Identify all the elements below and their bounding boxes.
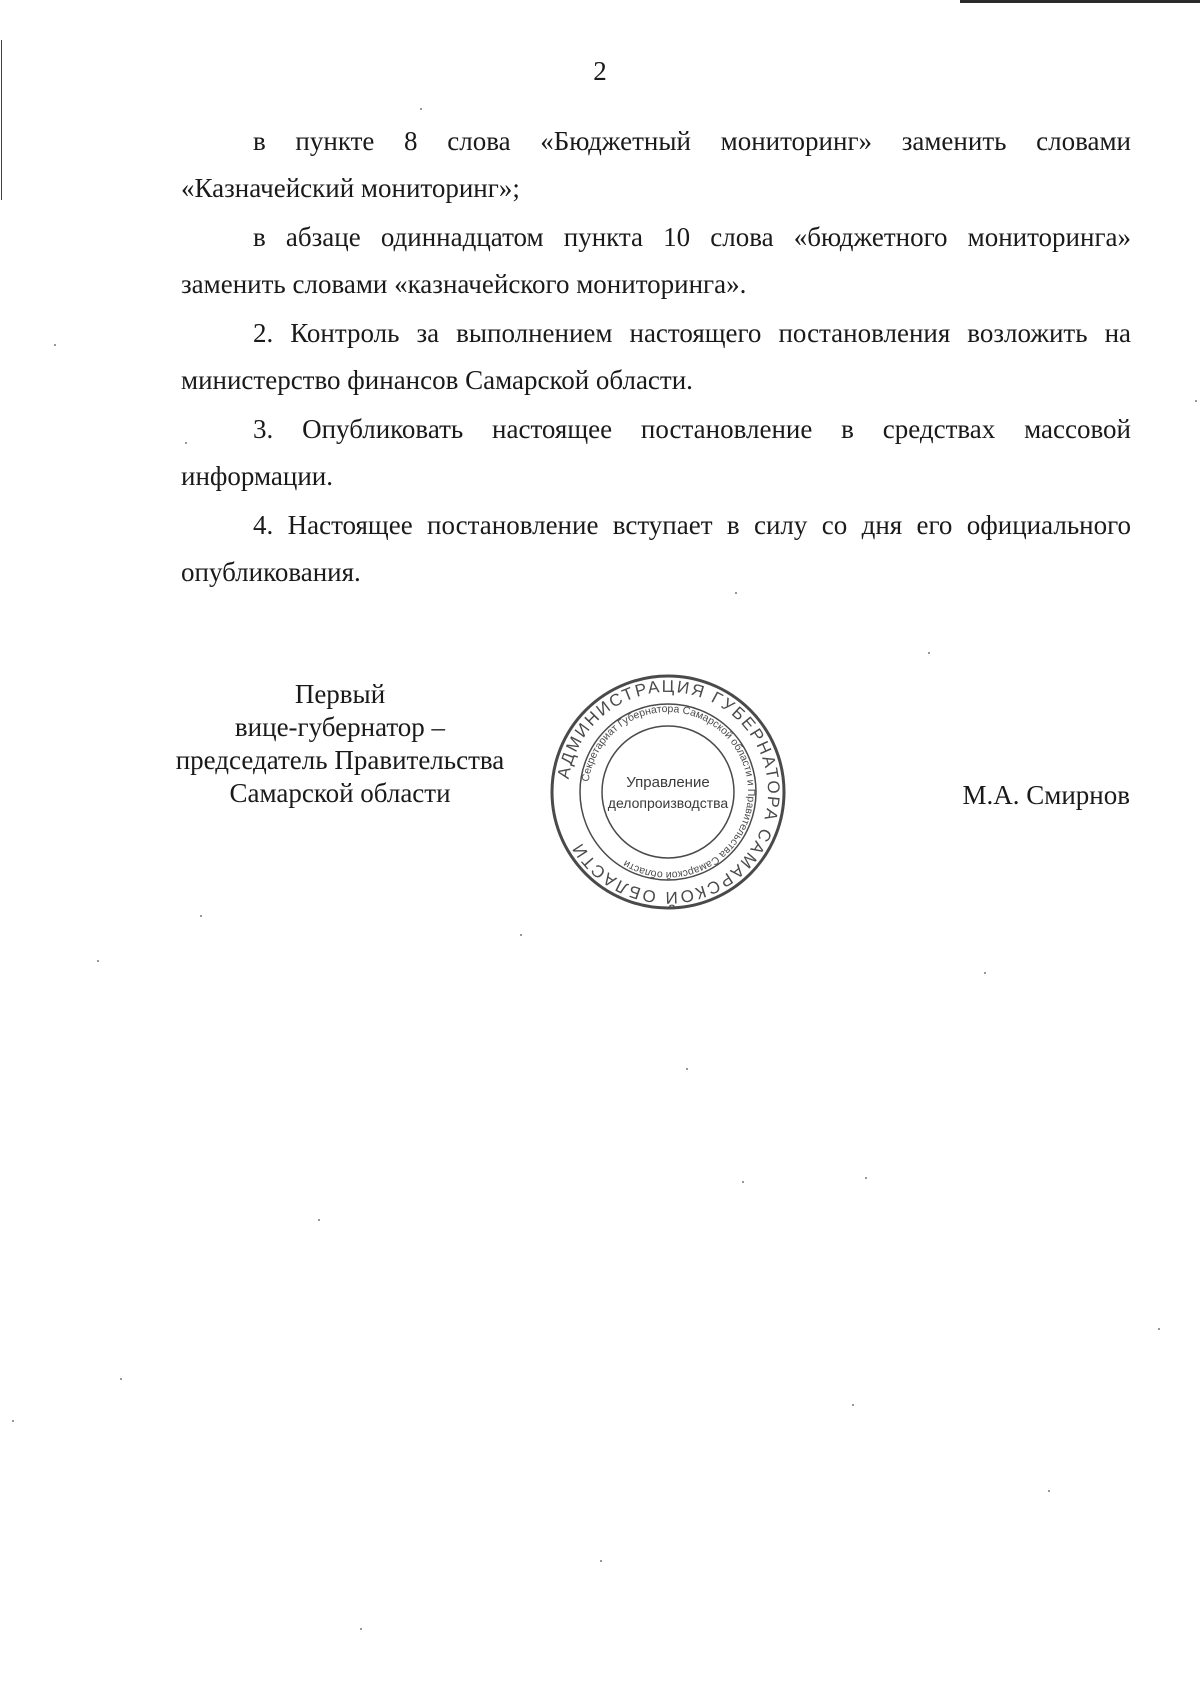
scan-speck	[54, 344, 56, 346]
seal-outer-text: АДМИНИСТРАЦИЯ ГУБЕРНАТОРА САМАРСКОЙ ОБЛАСТИ	[553, 676, 784, 908]
signatory-name: М.А. Смирнов	[962, 780, 1130, 810]
signatory-title-line-2: вице-губернатор –	[234, 712, 446, 742]
scan-speck	[686, 1068, 688, 1070]
scan-speck	[984, 972, 986, 974]
scan-speck	[185, 442, 187, 444]
seal-center-line-2: делопроизводства	[607, 795, 729, 811]
scan-speck	[1158, 1328, 1160, 1330]
seal-center-line-1: Управление	[626, 774, 710, 791]
scan-speck	[1195, 400, 1197, 402]
document-body	[181, 118, 1131, 598]
official-seal-stamp	[548, 672, 788, 912]
scan-speck	[928, 652, 930, 654]
scan-top-edge	[960, 0, 1200, 3]
paragraph-5: 4. Настоящее постановление вступает в силу со дня его официального опубликования.	[181, 510, 1131, 587]
paragraph-2: в абзаце одиннадцатом пункта 10 слова «бюджетного мониторинга» заменить словами «казначейского мониторинга».	[181, 222, 1131, 299]
signatory-title-line-3: председатель Правительства	[175, 745, 505, 775]
scan-speck	[852, 1404, 854, 1406]
scan-speck	[520, 934, 522, 936]
scan-speck	[360, 1628, 362, 1630]
scan-speck	[318, 1219, 320, 1221]
page-number: 2	[593, 56, 607, 86]
paragraph-3: 2. Контроль за выполнением настоящего постановления возложить на министерство финансов Самарской области.	[181, 318, 1131, 395]
paragraph-1: в пункте 8 слова «Бюджетный мониторинг» заменить словами «Казначейский мониторинг»;	[181, 126, 1131, 203]
paragraph-4: 3. Опубликовать настоящее постановление в средствах массовой информации.	[181, 414, 1131, 491]
seal-inner-text: Секретариат Губернатора Самарской области и Правительства Самарской области	[579, 702, 758, 882]
scan-speck	[865, 1177, 867, 1179]
signatory-title	[150, 678, 530, 810]
scan-speck	[120, 1378, 122, 1380]
scan-speck	[735, 592, 737, 594]
seal-inner-ring	[602, 726, 734, 858]
scan-speck	[1048, 1490, 1050, 1492]
scan-speck	[420, 108, 422, 110]
scan-speck	[742, 1181, 744, 1183]
scan-speck	[200, 915, 202, 917]
signatory-title-line-1: Первый	[294, 679, 386, 709]
scan-speck	[600, 1560, 602, 1562]
scan-speck	[12, 1420, 14, 1422]
scan-speck	[97, 960, 99, 962]
signatory-title-line-4: Самарской области	[229, 778, 451, 808]
